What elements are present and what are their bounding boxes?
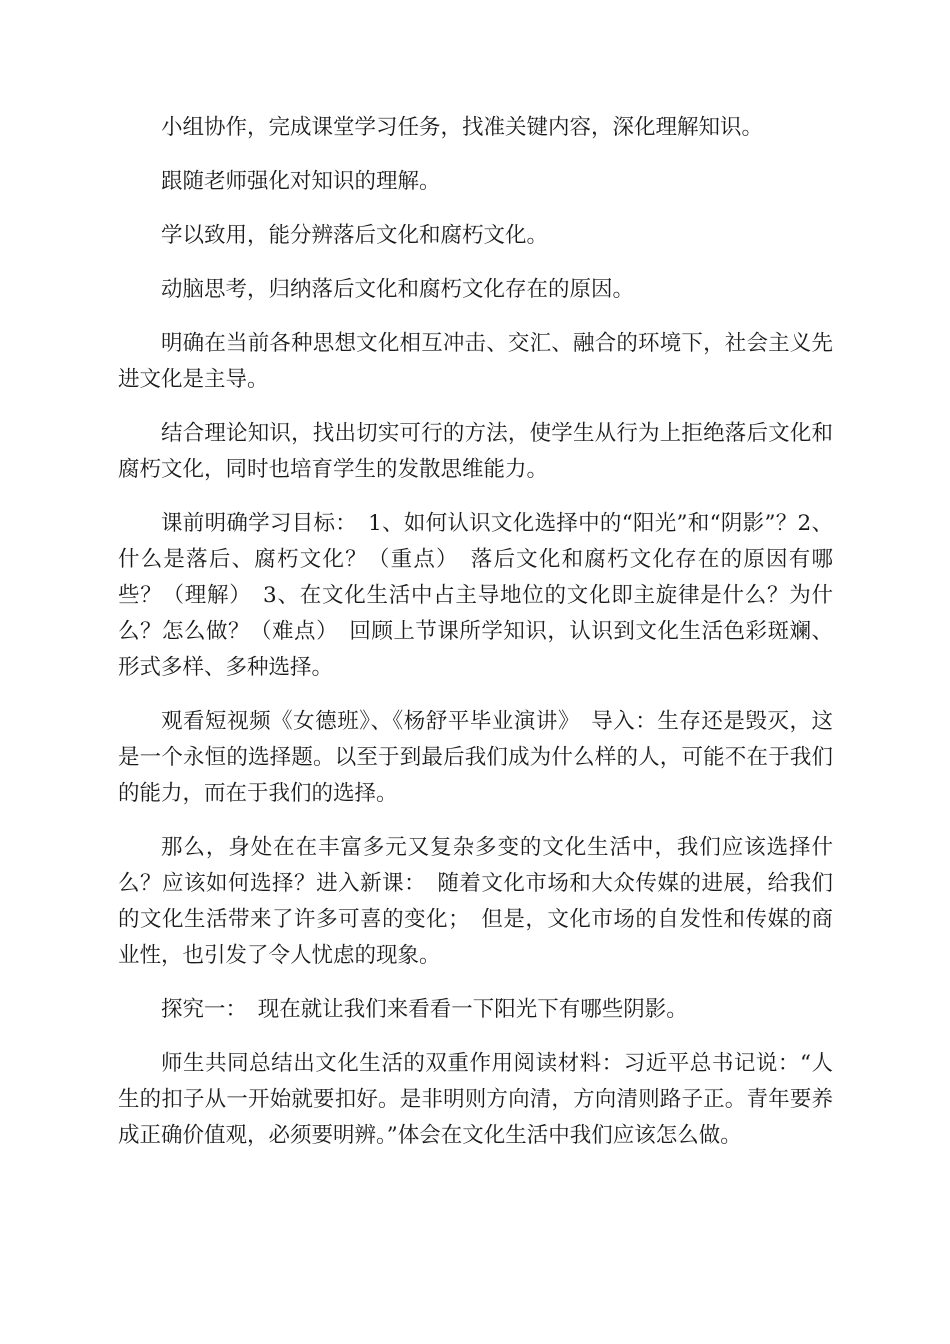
paragraph: 观看短视频《女德班》、《杨舒平毕业演讲》 导入：生存还是毁灭，这是一个永恒的选择题。以至于到最后我们成为什么样的人，可能不在于我们的能力，而在于我们的选择。 bbox=[118, 709, 833, 806]
paragraph: 那么，身处在在丰富多元又复杂多变的文化生活中，我们应该选择什么？应该如何选择？进入新课： 随着文化市场和大众传媒的进展，给我们的文化生活带来了许多可喜的变化； 但是，文化市场的自发性和传媒的商业性，也引发了令人忧虑的现象。 bbox=[118, 835, 833, 968]
paragraph: 动脑思考，归纳落后文化和腐朽文化存在的原因。 bbox=[161, 277, 635, 302]
paragraph: 师生共同总结出文化生活的双重作用阅读材料：习近平总书记说：“人生的扣子从一开始就要扣好。是非明则方向清，方向清则路子正。青年要养成正确价值观，必须要明辨。”体会在文化生活中我们应该怎么做。 bbox=[118, 1051, 833, 1148]
document-body bbox=[118, 110, 833, 1172]
paragraph: 探究一： 现在就让我们来看看一下阳光下有哪些阴影。 bbox=[161, 997, 688, 1022]
paragraph: 课前明确学习目标： 1、如何认识文化选择中的“阳光”和“阴影”？2、什么是落后、腐朽文化？（重点） 落后文化和腐朽文化存在的原因有哪些？（理解） 3、在文化生活中占主导地位的文化即主旋律是什么？为什么？怎么做？（难点） 回顾上节课所学知识，认识到文化生活色彩斑斓、形式多样、多种选择。 bbox=[118, 511, 833, 680]
paragraph: 结合理论知识，找出切实可行的方法，使学生从行为上拒绝落后文化和腐朽文化，同时也培育学生的发散思维能力。 bbox=[118, 421, 833, 482]
paragraph: 跟随老师强化对知识的理解。 bbox=[161, 169, 441, 194]
paragraph: 明确在当前各种思想文化相互冲击、交汇、融合的环境下，社会主义先进文化是主导。 bbox=[118, 331, 833, 392]
paragraph: 小组协作，完成课堂学习任务，找准关键内容，深化理解知识。 bbox=[161, 115, 764, 140]
paragraph: 学以致用，能分辨落后文化和腐朽文化。 bbox=[161, 223, 549, 248]
